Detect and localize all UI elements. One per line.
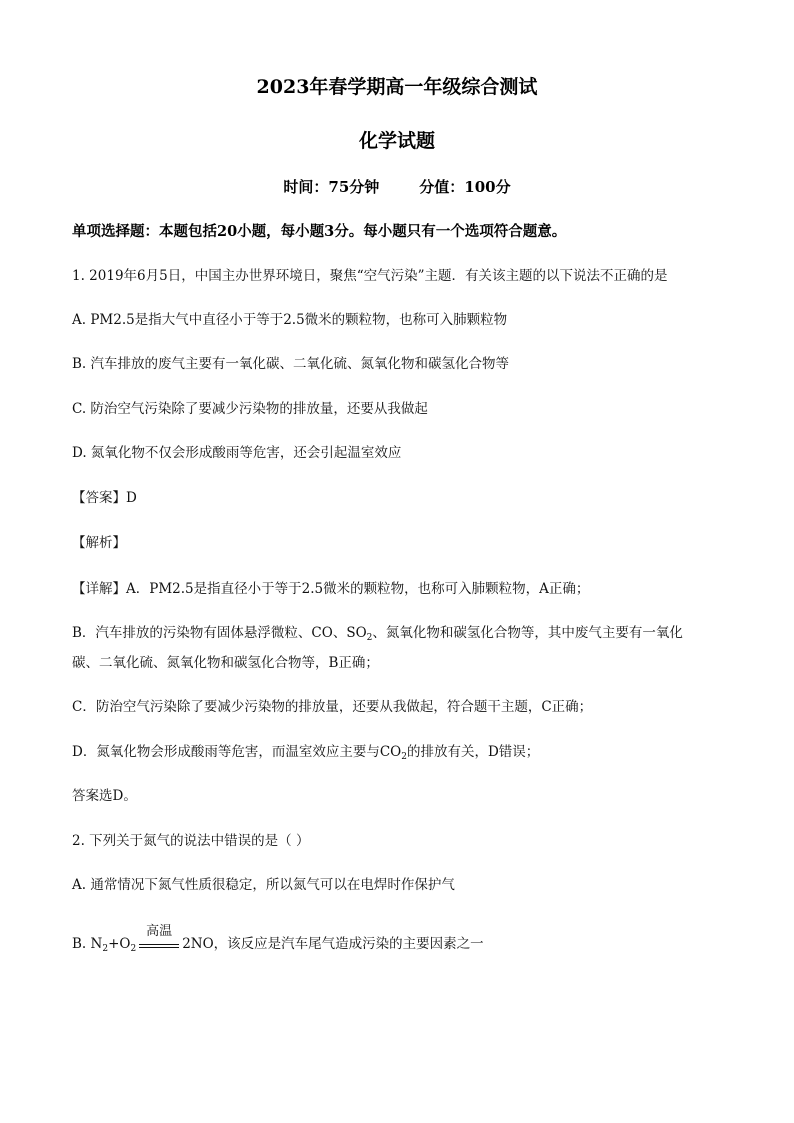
- q1-detail-b-post: 、氮氧化物和碳氢化合物等，其中废气主要有一氧化: [372, 625, 683, 641]
- q1-conclusion: 答案选D。: [72, 788, 137, 804]
- q1-option-a: A. PM2.5是指大气中直径小于等于2.5微米的颗粒物，也称可入肺颗粒物: [72, 312, 508, 328]
- q1-detail-a: 【详解】A．PM2.5是指直径小于等于2.5微米的颗粒物，也称可入肺颗粒物，A正确；: [72, 581, 590, 597]
- section-instruction: 单项选择题：本题包括20小题，每小题3分。每小题只有一个选项符合题意。: [72, 223, 567, 240]
- q1-detail-c: C．防治空气污染除了要减少污染物的排放量，还要从我做起，符合题干主题，C正确；: [72, 699, 593, 715]
- exam-score: 分值：100分: [419, 178, 511, 196]
- q1-analysis-label: 【解析】: [72, 535, 126, 551]
- q1-detail-b-line2: 碳、二氧化硫、氮氧化物和碳氢化合物等，B正确；: [72, 655, 379, 671]
- q1-detail-b: [72, 623, 683, 648]
- reaction-condition: 高温: [146, 924, 173, 939]
- q2-option-b-sub1: 2: [102, 944, 109, 954]
- q1-option-d: D. 氮氧化物不仅会形成酸雨等危害，还会引起温室效应: [72, 445, 402, 461]
- q1-detail-d-sub: 2: [401, 752, 407, 762]
- q1-option-b: B. 汽车排放的废气主要有一氧化碳、二氧化硫、氮氧化物和碳氢化合物等: [72, 356, 510, 372]
- q1-stem: 1. 2019年6月5日，中国主办世界环境日，聚焦“空气污染”主题．有关该主题的以下说法不正确的是: [72, 268, 668, 284]
- q1-detail-b-sub: 2: [366, 633, 373, 643]
- q2-option-b-product: 2NO，该反应是汽车尾气造成污染的主要因素之一: [182, 936, 484, 952]
- exam-time: 时间：75分钟: [283, 178, 380, 196]
- q1-option-c: C. 防治空气污染除了要减少污染物的排放量，还要从我做起: [72, 401, 428, 417]
- subject-title: 化学试题: [358, 130, 435, 152]
- q2-option-a: A. 通常情况下氮气性质很稳定，所以氮气可以在电焊时作保护气: [72, 877, 455, 893]
- q2-option-b: [72, 924, 484, 959]
- exam-title: 2023年春学期高一年级综合测试: [256, 76, 538, 98]
- equals-bar-top: [139, 944, 179, 945]
- exam-meta: [0, 176, 794, 197]
- q1-detail-d: [72, 742, 539, 767]
- q1-answer: 【答案】D: [72, 490, 137, 506]
- q2-option-b-sub2: 2: [130, 944, 137, 954]
- q1-detail-d-pre: D．氮氧化物会形成酸雨等危害，而温室效应主要与CO: [72, 744, 402, 760]
- reaction-equals-sign: [137, 924, 181, 954]
- q2-stem: 2. 下列关于氮气的说法中错误的是（ ）: [72, 833, 310, 849]
- q2-option-b-plus: +O: [108, 936, 131, 952]
- equals-bar-bottom: [139, 947, 179, 948]
- q1-detail-b-pre: B．汽车排放的污染物有固体悬浮微粒、CO、SO: [72, 625, 367, 641]
- q2-option-b-prefix: B. N: [72, 936, 103, 952]
- q1-detail-d-post: 的排放有关，D错误；: [406, 744, 540, 760]
